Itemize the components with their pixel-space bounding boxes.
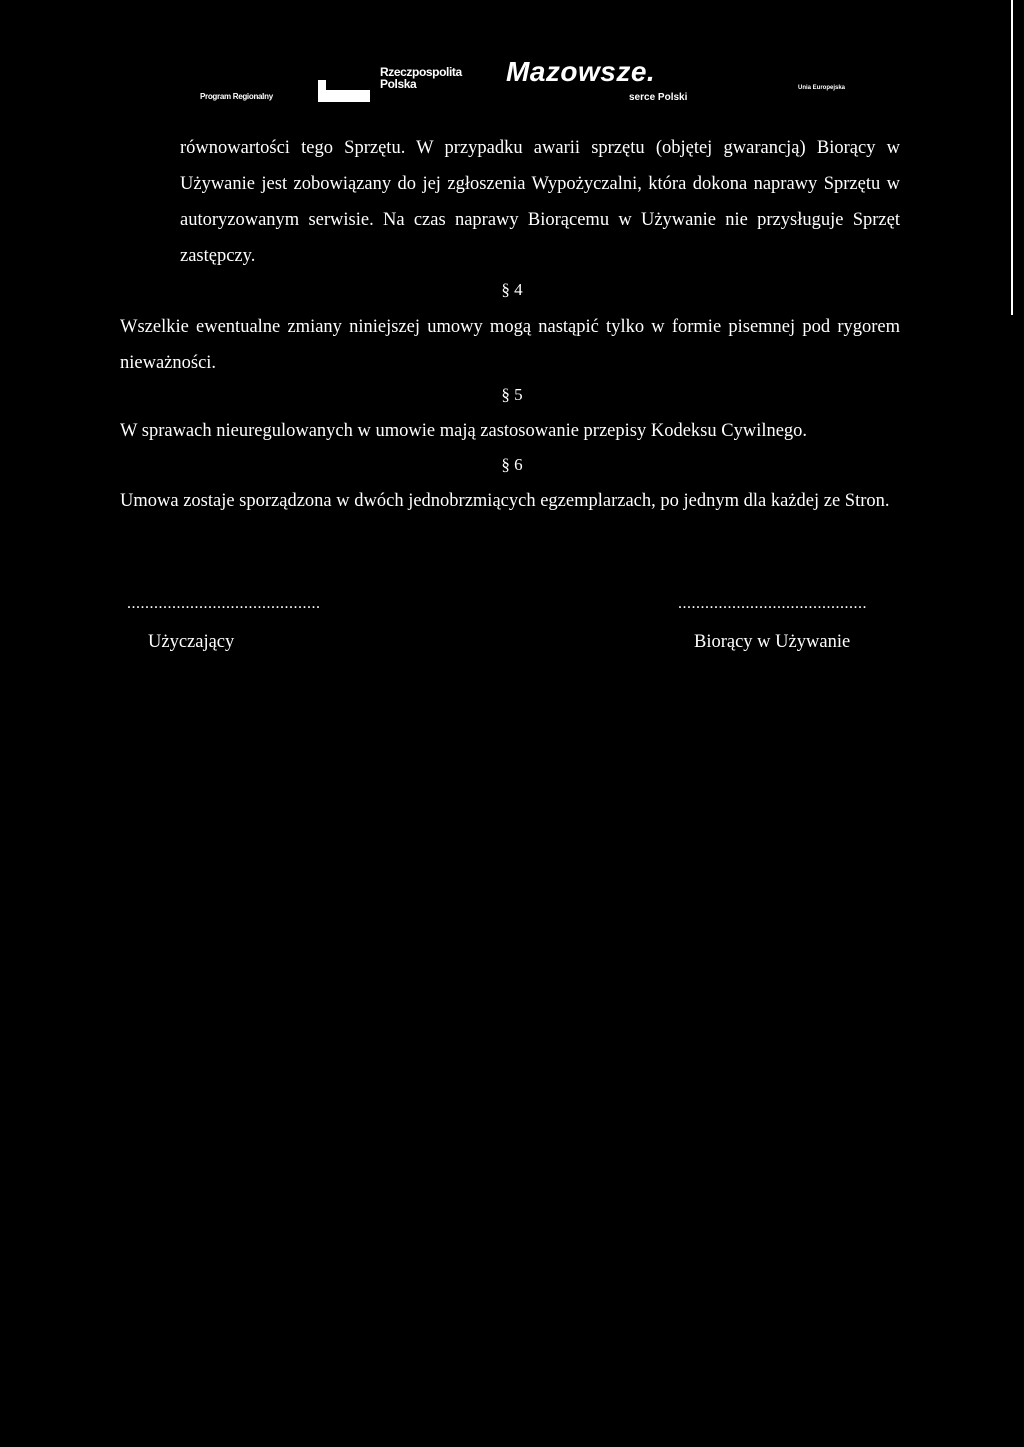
eu-logo: Unia Europejska xyxy=(798,85,846,91)
rp-logo-line1: Rzeczpospolita xyxy=(380,65,462,79)
program-regionalny-logo: Program Regionalny xyxy=(200,92,273,101)
signature-line-borrower: .......................................... xyxy=(678,595,867,612)
mazowsze-logo: Mazowsze. xyxy=(506,56,656,87)
poland-flag-logo xyxy=(318,80,370,102)
mazowsze-tagline: serce Polski xyxy=(629,92,688,103)
section-6-heading: § 6 xyxy=(501,455,523,474)
signature-label-borrower: Biorący w Używanie xyxy=(694,632,851,652)
section-5-heading: § 5 xyxy=(501,385,523,404)
page-edge-divider xyxy=(1011,0,1013,315)
rp-logo-line2: Polska xyxy=(380,77,417,91)
paragraph-section-5: W sprawach nieuregulowanych w umowie mają zastosowanie przepisy Kodeksu Cywilnego. xyxy=(120,421,808,441)
paragraph-section-6: Umowa zostaje sporządzona w dwóch jednobrzmiących egzemplarzach, po jednym dla każdej ze Stron. xyxy=(120,491,890,511)
rzeczpospolita-polska-logo xyxy=(380,66,462,90)
paragraph-continuation: równowartości tego Sprzętu. W przypadku awarii sprzętu (objętej gwarancją) Biorący w Używanie jest zobowiązany do jej zgłoszenia Wypożyczalni, która dokona naprawy Sprzętu w autoryzowanym serwisie. Na czas naprawy Biorącemu w Używanie nie przysługuje Sprzęt zastępczy. xyxy=(180,138,900,266)
signature-line-lender: ........................................... xyxy=(127,595,321,612)
signature-label-lender: Użyczający xyxy=(148,632,235,652)
paragraph-section-4: Wszelkie ewentualne zmiany niniejszej umowy mogą nastąpić tylko w formie pisemnej pod rygorem nieważności. xyxy=(120,317,900,373)
section-4-heading: § 4 xyxy=(501,280,523,299)
